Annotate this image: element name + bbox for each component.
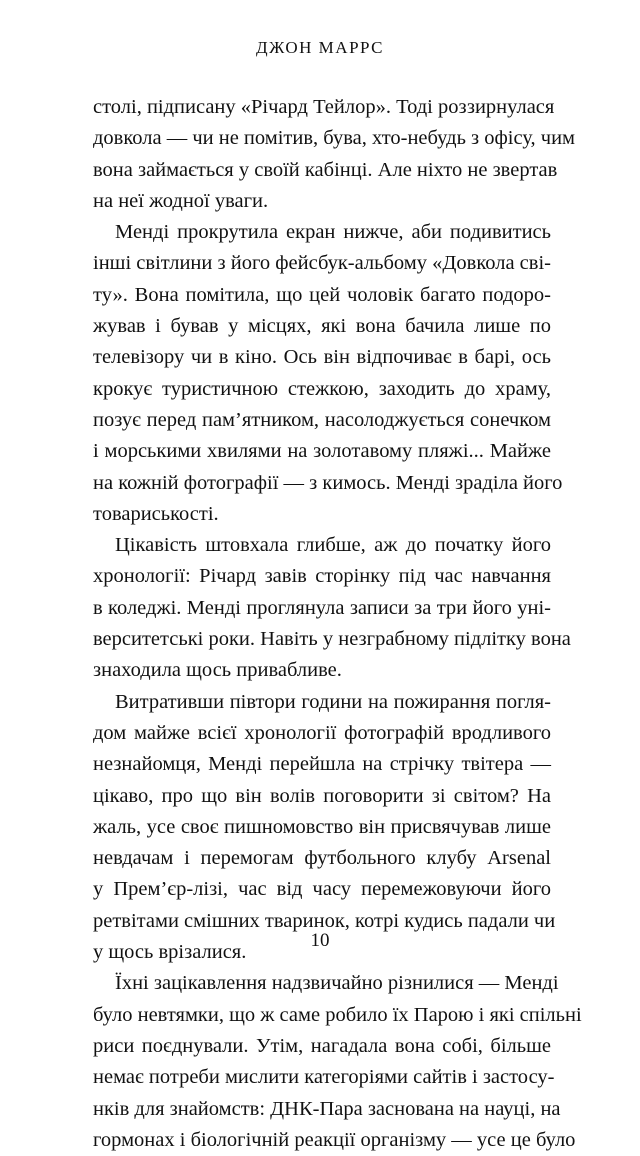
text-line: Витративши півтори години на пожирання погля- (115, 690, 551, 713)
text-line: телевізору чи в кіно. Ось він відпочиває в барі, ось (93, 346, 551, 369)
text-line: жаль, усе своє пишномовство він присвячував лише (93, 815, 551, 838)
text-line: на неї жодної уваги. (93, 189, 269, 212)
paragraph (93, 217, 563, 530)
text-line: Цікавість штовхала глибше, аж до початку його (115, 534, 551, 557)
text-line: було невтямки, що ж саме робило їх Парою і які спільні (93, 1003, 582, 1026)
text-line: хронології: Річард завів сторінку під час навчання (93, 565, 551, 588)
paragraph (93, 687, 556, 969)
text-line: гормонах і біологічній реакції організму — усе це було (93, 1128, 576, 1151)
text-line: жував і бував у місцях, які вона бачила лише по (93, 315, 551, 338)
text-line: на кожній фотографії — з кимось. Менді зраділа його (93, 471, 563, 494)
text-line: у щось врізалися. (93, 941, 247, 964)
text-line: і морськими хвилями на золотавому пляжі... Майже (93, 440, 551, 463)
text-line: крокує туристичною стежкою, заходить до храму, (93, 377, 551, 400)
running-header: ДЖОН МАРРС (255, 38, 385, 57)
text-line: у Прем’єр-лізі, час від часу перемежовуючи його (93, 878, 551, 901)
text-line: ту». Вона помітила, що цей чоловік багато подоро- (93, 283, 551, 306)
paragraph (93, 92, 576, 217)
text-line: інші світлини з його фейсбук-альбому «Довкола сві- (93, 252, 551, 275)
text-line: цікаво, про що він волів поговорити зі світом? На (93, 784, 551, 807)
text-line: незнайомця, Менді перейшла на стрічку твітера — (93, 753, 551, 776)
text-line: нків для знайомств: ДНК-Пара заснована на науці, на (93, 1097, 561, 1120)
paragraph (93, 530, 571, 686)
text-line: ретвітами смішних тваринок, котрі кудись падали чи (93, 909, 556, 932)
text-line: Менді прокрутила екран нижче, аби подивитись (115, 221, 551, 244)
text-line: верситетські роки. Навіть у незграбному підлітку вона (93, 628, 571, 651)
text-line: знаходила щось привабливе. (93, 659, 342, 682)
paragraph (93, 968, 582, 1156)
text-line: невдачам і перемогам футбольного клубу Arsenal (93, 847, 551, 870)
text-line: вона займається у своїй кабінці. Але ніхто не звертав (93, 158, 558, 181)
page-body (93, 92, 582, 1156)
text-line: товариськості. (93, 502, 219, 525)
text-line: Їхні зацікавлення надзвичайно різнилися — Менді (115, 972, 559, 995)
text-line: немає потреби мислити категоріями сайтів і застосу- (93, 1066, 555, 1089)
text-line: довкола — чи не помітив, бува, хто-небудь з офісу, чим (93, 127, 576, 150)
page-number: 10 (310, 930, 330, 951)
text-line: столі, підписану «Річард Тейлор». Тоді роззирнулася (93, 96, 555, 118)
text-line: в коледжі. Менді проглянула записи за три його уні- (93, 596, 551, 619)
text-line: позує перед пам’ятником, насолоджується сонечком (93, 408, 551, 431)
text-line: риси поєднували. Утім, нагадала вона собі, більше (93, 1034, 551, 1057)
text-line: дом майже всієї хронології фотографій вродливого (93, 721, 551, 744)
